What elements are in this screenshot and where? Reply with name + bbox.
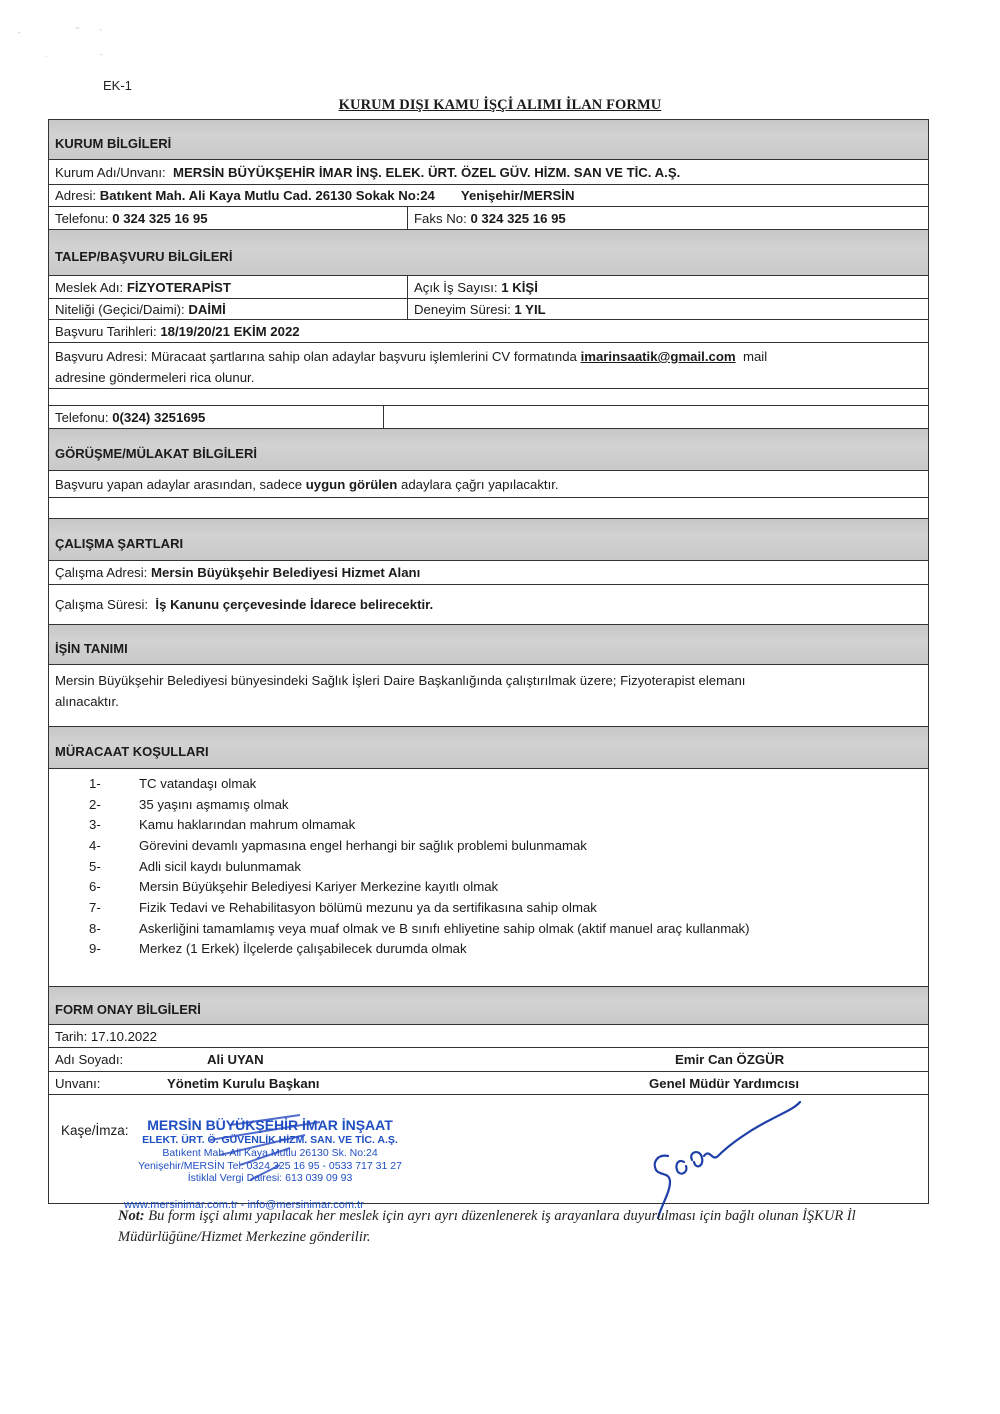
cell-isin-tanimi <box>49 665 745 712</box>
gorusme-text-bold: uygun görülen <box>305 476 398 492</box>
scan-artifact: ~ <box>75 24 80 33</box>
section-header-talep-basvuru <box>49 230 928 276</box>
row-kurum-adi <box>49 160 928 185</box>
list-text: 35 yaşını aşmamış olmak <box>139 796 289 812</box>
stamp-line: Yenişehir/MERSİN Tel: 0324 325 16 95 - 0533 717 31 27 <box>138 1159 402 1172</box>
section-header-muracaat-kosullari <box>49 727 928 769</box>
isin-tanimi-line1: Mersin Büyükşehir Belediyesi bünyesindeki Sağlık İşleri Daire Başkanlığında çalıştırılmak üzere; Fizyoterapist elemanı <box>55 673 746 688</box>
scan-artifact: ' <box>100 28 102 37</box>
basvuru-telefon-value: 0(324) 3251695 <box>112 409 206 425</box>
form-table <box>48 119 929 1204</box>
list-text: Askerliğini tamamlamış veya muaf olmak ve B sınıfı ehliyetine sahip olmak (aktif manuel araç kullanmak) <box>139 920 750 936</box>
cell-gorusme-text <box>49 471 559 497</box>
note-text: Bu form işçi alımı yapılacak her meslek için ayrı ayrı düzenlenerek iş arayanlara duyurulması için bağlı olunan İŞKUR İl Müdürlüğüne/Hizmet Merkezine gönderilir. <box>118 1208 856 1246</box>
row-isin-tanimi <box>49 665 928 727</box>
list-item <box>49 794 928 815</box>
signer-right-title: Genel Müdür Yardımcısı <box>649 1075 799 1091</box>
section-header-isin-tanimi <box>49 625 928 665</box>
row-adres <box>49 185 928 207</box>
acik-is-value: 1 KİŞİ <box>501 279 538 295</box>
row-adi-soyadi <box>49 1048 928 1072</box>
list-number: 1- <box>89 775 101 791</box>
section-title: TALEP/BAŞVURU BİLGİLERİ <box>55 249 233 264</box>
faks-label: Faks No: <box>414 210 467 226</box>
list-text: Mersin Büyükşehir Belediyesi Kariyer Merkezine kayıtlı olmak <box>139 879 499 895</box>
cell-basvuru-telefon <box>49 406 384 428</box>
kase-imza-label: Kaşe/İmza: <box>61 1123 129 1138</box>
list-text: Kamu haklarından mahrum olmamak <box>139 817 356 833</box>
row-basvuru-adresi <box>49 343 928 389</box>
stamp-signature-scribble <box>150 1110 350 1200</box>
stamp-web-line: www.mersinimar.com.tr - info@mersinimar.com.tr <box>124 1199 364 1211</box>
deneyim-label: Deneyim Süresi: <box>414 301 511 317</box>
cell-calisma-adresi <box>49 561 420 584</box>
cell-faks <box>408 207 566 229</box>
cell-telefon <box>49 207 408 229</box>
signer-left-name: Ali UYAN <box>207 1052 264 1067</box>
calisma-suresi-value: İş Kanunu çerçevesinde İdarece belirecektir. <box>155 597 434 612</box>
calisma-adresi-label: Çalışma Adresi: <box>55 565 148 580</box>
requirements-list <box>49 769 928 987</box>
stamp-line: MERSİN BÜYÜKŞEHİR İMAR İNŞAAT <box>147 1117 393 1133</box>
list-item <box>49 856 928 877</box>
tarih-label: Tarih: <box>55 1028 88 1044</box>
cell-basvuru-adresi <box>49 343 767 388</box>
cell-adres <box>49 185 574 206</box>
signer-left-title: Yönetim Kurulu Başkanı <box>167 1075 320 1091</box>
stamp-line: ELEKT. ÜRT. Ö. GÜVENLİK HİZM. SAN. VE TİC. A.Ş. <box>142 1134 398 1147</box>
adres-label: Adresi: <box>55 188 97 203</box>
row-telefon-faks <box>49 207 928 230</box>
niteligi-label: Niteliği (Geçici/Daimi): <box>55 301 185 317</box>
list-number: 6- <box>89 879 101 895</box>
adres-value: Batıkent Mah. Ali Kaya Mutlu Cad. 26130 Sokak No:24 <box>99 188 435 203</box>
row-basvuru-telefon <box>49 406 928 429</box>
basvuru-tarihleri-value: 18/19/20/21 EKİM 2022 <box>160 323 300 339</box>
calisma-suresi-label: Çalışma Süresi: <box>55 597 149 612</box>
stamp-line: Batıkent Mah. Ali Kaya Mutlu 26130 Sk. No:24 <box>162 1146 378 1159</box>
adi-soyadi-label: Adı Soyadı: <box>55 1052 124 1067</box>
list-number: 3- <box>89 817 101 833</box>
meslek-label: Meslek Adı: <box>55 279 124 295</box>
form-title: KURUM DIŞI KAMU İŞÇİ ALIMI İLAN FORMU <box>338 97 662 113</box>
list-number: 7- <box>89 899 101 915</box>
list-text: Adli sicil kaydı bulunmamak <box>139 858 301 874</box>
list-number: 5- <box>89 858 101 874</box>
row-tarih <box>49 1025 928 1048</box>
list-number: 4- <box>89 837 101 853</box>
list-item <box>49 773 928 794</box>
basvuru-telefon-label: Telefonu: <box>55 409 109 425</box>
cell-niteligi <box>49 299 408 319</box>
scan-artifact: . <box>45 50 48 59</box>
signer-right-name: Emir Can ÖZGÜR <box>675 1052 785 1067</box>
section-title: İŞİN TANIMI <box>55 641 128 656</box>
gorusme-text: Başvuru yapan adaylar arasından, sadece <box>55 476 303 492</box>
acik-is-label: Açık İş Sayısı: <box>414 279 498 295</box>
cell-tarih <box>49 1025 157 1047</box>
kurum-adi-value: MERSİN BÜYÜKŞEHİR İMAR İNŞ. ELEK. ÜRT. ÖZEL GÜV. HİZM. SAN VE TİC. A.Ş. <box>173 164 681 180</box>
basvuru-adresi-label: Başvuru Adresi: <box>55 349 148 364</box>
unvani-label: Unvanı: <box>55 1075 101 1091</box>
list-text: Merkez (1 Erkek) İlçelerde çalışabilecek durumda olmak <box>139 941 467 957</box>
basvuru-adresi-text-after: mail <box>742 349 768 364</box>
list-text: TC vatandaşı olmak <box>139 775 257 791</box>
section-title: GÖRÜŞME/MÜLAKAT BİLGİLERİ <box>55 446 257 461</box>
section-header-form-onay <box>49 987 928 1025</box>
row-basvuru-tarihleri <box>49 320 928 343</box>
adres-city: Yenişehir/MERSİN <box>460 188 575 203</box>
faks-value: 0 324 325 16 95 <box>470 210 566 226</box>
list-item <box>49 835 928 856</box>
cell-meslek <box>49 276 408 298</box>
isin-tanimi-line2: alınacaktır. <box>55 694 119 709</box>
row-empty <box>49 389 928 406</box>
list-item <box>49 897 928 918</box>
cell-kurum-adi <box>49 160 680 184</box>
scan-artifact: - <box>18 28 21 37</box>
list-item <box>49 939 928 960</box>
stamp-line: İstiklal Vergi Dairesi: 613 039 09 93 <box>187 1172 353 1185</box>
row-calisma-suresi <box>49 585 928 625</box>
list-text: Fizik Tedavi ve Rehabilitasyon bölümü mezunu ya da sertifikasına sahip olmak <box>139 899 597 915</box>
section-title: KURUM BİLGİLERİ <box>55 136 172 151</box>
basvuru-tarihleri-label: Başvuru Tarihleri: <box>55 323 157 339</box>
list-number: 9- <box>89 941 101 957</box>
telefon-value: 0 324 325 16 95 <box>112 210 208 226</box>
row-meslek <box>49 276 928 299</box>
kurum-adi-label: Kurum Adı/Unvanı: <box>55 164 166 180</box>
niteligi-value: DAİMİ <box>188 301 226 317</box>
row-niteligi <box>49 299 928 320</box>
note-label: Not: <box>118 1208 145 1224</box>
basvuru-email-link[interactable]: imarinsaatik@gmail.com <box>580 349 736 364</box>
cell-calisma-suresi <box>49 585 433 624</box>
cell-empty <box>384 406 390 428</box>
gorusme-text-after: adaylara çağrı yapılacaktır. <box>400 476 559 492</box>
scan-artifact: - <box>100 50 103 59</box>
section-title: ÇALIŞMA ŞARTLARI <box>55 536 184 551</box>
cell-basvuru-tarihleri <box>49 320 300 342</box>
calisma-adresi-value: Mersin Büyükşehir Belediyesi Hizmet Alanı <box>151 565 421 580</box>
section-header-calisma-sartlari <box>49 519 928 561</box>
section-title: FORM ONAY BİLGİLERİ <box>55 1002 201 1017</box>
list-number: 8- <box>89 920 101 936</box>
meslek-value: FİZYOTERAPİST <box>126 279 231 295</box>
section-header-gorusme-mulakat <box>49 429 928 471</box>
list-item <box>49 918 928 939</box>
row-empty <box>49 498 928 519</box>
list-number: 2- <box>89 796 101 812</box>
row-unvani <box>49 1072 928 1095</box>
basvuru-adresi-line2: adresine göndermeleri rica olunur. <box>55 370 255 385</box>
cell-deneyim <box>408 299 546 319</box>
list-item <box>49 814 928 835</box>
section-header-kurum-bilgileri <box>49 120 928 160</box>
footer-note <box>118 1206 898 1248</box>
basvuru-adresi-text: Müracaat şartlarına sahip olan adaylar başvuru işlemlerini CV formatında <box>151 349 577 364</box>
telefon-label: Telefonu: <box>55 210 109 226</box>
cell-acik-is <box>408 276 538 298</box>
list-text: Görevini devamlı yapmasına engel herhangi bir sağlık problemi bulunmamak <box>139 837 587 853</box>
section-title: MÜRACAAT KOŞULLARI <box>55 744 209 759</box>
deneyim-value: 1 YIL <box>514 301 546 317</box>
list-item <box>49 876 928 897</box>
row-calisma-adresi <box>49 561 928 585</box>
annex-label: EK-1 <box>103 78 132 93</box>
row-gorusme-text <box>49 471 928 498</box>
tarih-value: 17.10.2022 <box>90 1028 157 1044</box>
